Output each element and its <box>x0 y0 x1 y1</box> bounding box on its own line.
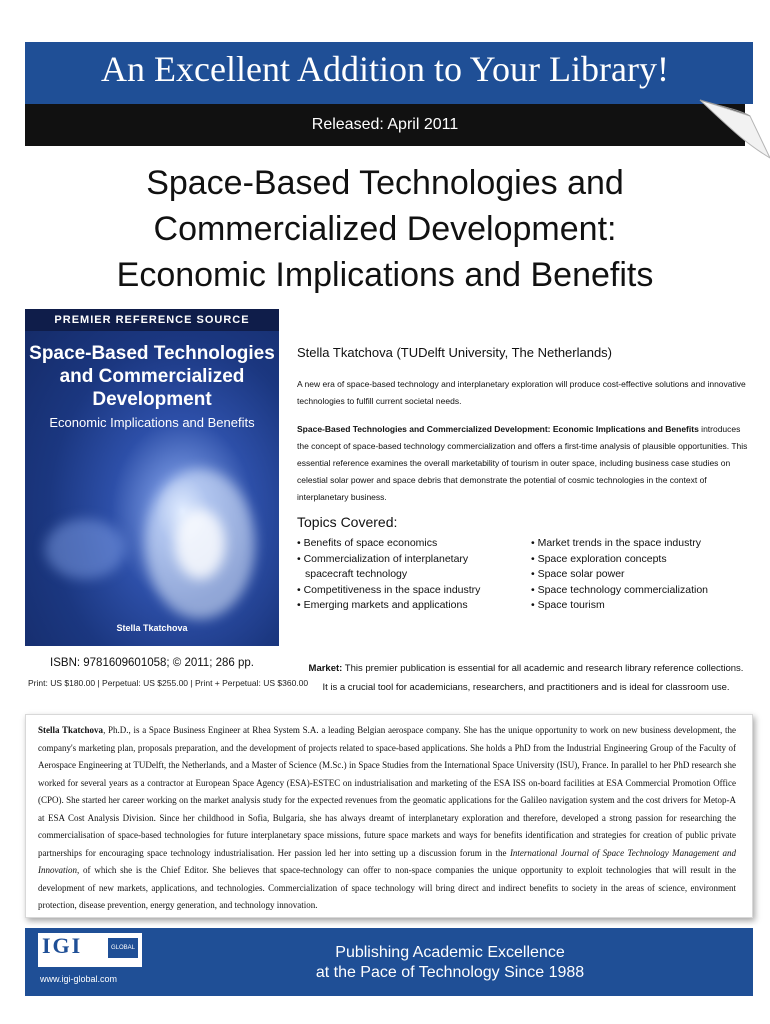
topics-list-right <box>531 536 708 614</box>
publisher-url[interactable]: www.igi-global.com <box>40 974 118 984</box>
description-text: introduces the concept of space-based technology commercialization and offers a first-time analysis of plausible opportunities. This essential reference examines the overall marketability of tourism in outer space, including business case studies on celestial solar power and space debris that demonstrate the potential of cosmic technologies in the context of interplanetary business. <box>297 424 748 502</box>
cover-subtitle: Economic Implications and Benefits <box>49 415 255 430</box>
topic-item: • Market trends in the space industry <box>531 537 702 549</box>
topic-item: • Benefits of space economics <box>297 537 438 549</box>
intro-paragraph: A new era of space-based technology and interplanetary exploration will produce cost-effective solutions and innovative technologies to fulfill current societal needs. <box>297 379 746 406</box>
cover-series: PREMIER REFERENCE SOURCE <box>54 314 250 326</box>
topic-item: • Space solar power <box>531 568 625 580</box>
release-date: Released: April 2011 <box>311 116 459 133</box>
topic-item: • Commercialization of interplanetary <box>297 552 469 565</box>
isbn-line: ISBN: 9781609601058; © 2011; 286 pp. <box>50 657 254 669</box>
cover-author: Stella Tkatchova <box>116 623 188 633</box>
bio-author-name: Stella Tkatchova <box>38 725 104 735</box>
nebula-glow <box>45 519 125 579</box>
globe-icon: GLOBAL <box>108 938 138 958</box>
cover-title: Space-Based Technologies and Commercialized Development <box>29 343 275 410</box>
topic-item: • Competitiveness in the space industry <box>297 583 481 596</box>
topic-item: • Space technology commercialization <box>531 583 709 596</box>
book-title <box>60 160 710 298</box>
slogan-line: at the Pace of Technology Since 1988 <box>315 964 585 981</box>
bio-journal-title: International Journal of Space Technology Management and Innovation <box>38 847 736 875</box>
market-line: This premier publication is essential for all academic and research library reference collections. <box>342 663 744 674</box>
market-label: Market: <box>308 663 343 674</box>
topic-item: • Space exploration concepts <box>531 552 667 565</box>
book-title-line: Commercialized Development: <box>153 210 617 248</box>
description-paragraph <box>297 421 753 506</box>
book-title-line: Space-Based Technologies and <box>146 164 624 202</box>
book-cover-image <box>25 309 279 646</box>
topics-list-left <box>297 536 480 614</box>
topics-heading: Topics Covered: <box>297 514 398 530</box>
banner-title: An Excellent Addition to Your Library! <box>101 49 669 89</box>
publisher-slogan <box>300 943 600 983</box>
bio-text: , Ph.D., is a Space Business Engineer at Rhea System S.A. a leading Belgian aerospace company. She has the unique opportunity to work on new business development, the company's marketing plan, proposals preparation, and the development of projects related to space-based applications. She holds a PhD from the Industrial Engineering Group of the Faculty of Aerospace Engineering at TUDelft, the Netherlands, and a Master of Science (M.Sc.) in Space Studies from the International Space University (ISU), France. In parallel to her PhD research she worked for several years as a contractor at European Space Agency (ESA)-ESTEC on industrialisation and marketing of the ESA ISS on-board facilities at ESA Commercial Promotion Office (CPO). She started her career working on the market analysis study for the expected revenues from the geomatic applications for the Galileo navigation system and the cost drivers for Metop-A at ESA Cost Analysis Division. Since her childhood in Sofia, Bulgaria, she has always dreamt of interplanetary exploration and therefore, developed a strong passion for researching the commercialisation of space-based technologies for future interplanetary space missions, future space markets and ways for benefits identification and strategies for creation of public private partnerships for encouraging space technology industrialisation. Her passion led her into setting up a discussion forum in the <box>38 725 737 858</box>
page-curl-icon <box>690 88 770 168</box>
topic-item: • Emerging markets and applications <box>297 599 468 611</box>
publisher-tagline: DISSEMINATOR of KNOWLEDGE <box>38 960 139 967</box>
nebula-glow <box>175 509 225 579</box>
topic-item: spacecraft technology <box>305 568 408 580</box>
author-biography <box>38 722 736 915</box>
market-statement <box>297 659 755 697</box>
description-book-title: Space-Based Technologies and Commercialized Development: Economic Implications and Benefits <box>297 424 699 434</box>
publisher-logo-text: IGI <box>42 933 83 958</box>
slogan-line: Publishing Academic Excellence <box>335 944 565 961</box>
book-title-line: Economic Implications and Benefits <box>116 256 654 294</box>
topic-item: • Space tourism <box>531 599 605 611</box>
price-line: Print: US $180.00 | Perpetual: US $255.00 | Print + Perpetual: US $360.00 <box>28 678 309 688</box>
author-affiliation: Stella Tkatchova (TUDelft University, The Netherlands) <box>297 345 613 360</box>
bio-text: , of which she is the Chief Editor. She believes that space-technology can offer to non-space companies the unique opportunity to exploit technologies that will result in the development of new markets, applications, and technologies. Commercialization of space technology will bring direct and indirect benefits to society in the areas of science, environment protection, disease prevention, energy generation, and technology innovation. <box>38 865 736 910</box>
market-line: It is a crucial tool for academicians, researchers, and practitioners and is ideal for classroom use. <box>322 682 730 693</box>
